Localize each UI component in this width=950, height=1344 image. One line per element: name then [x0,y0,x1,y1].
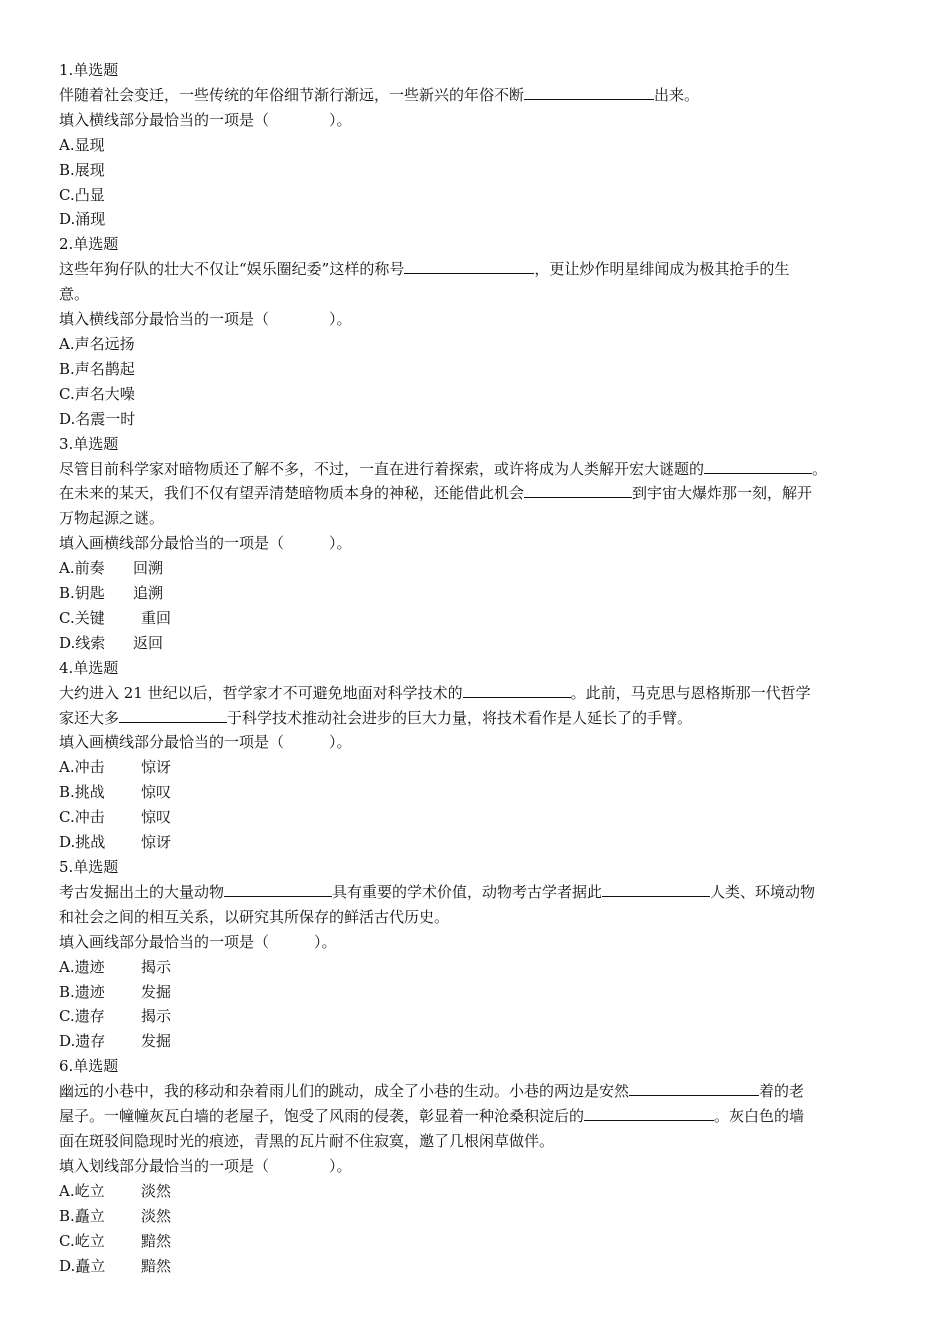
option-a: A.遗迹 揭示 [59,957,172,976]
question-prompt: 填入画横线部分最恰当的一项是（ ）。 [59,534,352,553]
question-stem: 大约进入 21 世纪以后，哲学家才不可避免地面对科学技术的 。此前，马克思与恩格斯那一代哲学 [59,681,890,706]
option-b: B.矗立 淡然 [59,1206,172,1225]
question-1 [59,58,890,232]
question-prompt: 填入画线部分最恰当的一项是（ ）。 [59,932,337,951]
answer-blank [584,1104,714,1121]
question-header: 4.单选题 [59,658,119,677]
option-c: C.凸显 [59,185,105,204]
option-a: A.屹立 淡然 [59,1181,172,1200]
answer-blank [119,706,227,723]
option-b: B.声名鹊起 [59,359,135,378]
option-d: D.涌现 [59,210,106,229]
option-a: A.显现 [59,135,105,154]
answer-blank [629,1079,759,1096]
question-prompt: 填入画横线部分最恰当的一项是（ ）。 [59,733,352,752]
question-stem: 这些年狗仔队的壮大不仅让“娱乐圈纪委”这样的称号 ，更让炒作明星绯闻成为极其抢手的生 [59,257,890,282]
option-a: A.前奏 回溯 [59,559,164,578]
question-header: 5.单选题 [59,858,119,876]
question-6 [59,1054,890,1278]
option-c: C.声名大噪 [59,384,135,403]
answer-blank [463,681,571,698]
question-stem: 考古发掘出土的大量动物 具有重要的学术价值，动物考古学者据此 人类、环境动物 [59,880,890,905]
option-c: C.遗存 揭示 [59,1007,172,1026]
option-a: A.声名远扬 [59,334,135,353]
question-stem-cont: 家还大多 于科学技术推动社会进步的巨大力量，将技术看作是人延长了的手臂。 [59,706,890,731]
question-header: 2.单选题 [59,235,119,254]
option-c: C.关键 重回 [59,608,172,627]
question-stem-cont: 意。 [59,285,90,304]
question-header: 1.单选题 [59,61,119,79]
question-5 [59,855,890,1054]
question-prompt: 填入划线部分最恰当的一项是（ ）。 [59,1156,352,1175]
question-stem: 幽远的小巷中，我的移动和杂着雨儿们的跳动，成全了小巷的生动。小巷的两边是安然 着的老 [59,1079,890,1104]
question-stem: 尽管目前科学家对暗物质还了解不多，不过，一直在进行着探索，或许将成为人类解开宏大谜题的 。 [59,457,890,482]
option-d: D.遗存 发掘 [59,1032,172,1051]
option-b: B.挑战 惊叹 [59,783,172,802]
answer-blank [224,880,332,897]
answer-blank [704,457,812,474]
question-2 [59,232,890,431]
question-stem: 伴随着社会变迁，一些传统的年俗细节渐行渐远，一些新兴的年俗不断 出来。 [59,83,890,108]
question-stem-cont: 在未来的某天，我们不仅有望弄清楚暗物质本身的神秘，还能借此机会 到宇宙大爆炸那一刻，解开 [59,481,890,506]
option-b: B.遗迹 发掘 [59,982,172,1001]
question-4 [59,656,890,855]
answer-blank [524,481,632,498]
question-stem-cont: 屋子。一幢幢灰瓦白墙的老屋子，饱受了风雨的侵袭，彰显着一种沧桑积淀后的 。灰白色的墙 [59,1104,890,1129]
option-d: D.名震一时 [59,409,136,428]
question-stem-cont: 和社会之间的相互关系，以研究其所保存的鲜活古代历史。 [59,907,450,926]
option-b: B.钥匙 追溯 [59,584,164,603]
answer-blank [524,83,654,100]
option-d: D.矗立 黯然 [59,1256,172,1275]
option-b: B.展现 [59,160,105,179]
answer-blank [404,257,534,274]
question-3 [59,432,890,656]
option-d: D.线索 返回 [59,633,164,652]
question-header: 6.单选题 [59,1057,119,1076]
option-c: C.冲击 惊叹 [59,808,172,827]
question-stem-cont: 万物起源之谜。 [59,509,165,528]
option-c: C.屹立 黯然 [59,1231,172,1250]
option-d: D.挑战 惊讶 [59,833,172,852]
question-header: 3.单选题 [59,434,119,453]
question-stem-cont: 面在斑驳间隐现时光的痕迹，青黑的瓦片耐不住寂寞，邀了几根闲草做伴。 [59,1131,555,1150]
answer-blank [602,880,710,897]
question-prompt: 填入横线部分最恰当的一项是（ ）。 [59,310,352,329]
option-a: A.冲击 惊讶 [59,758,172,777]
question-prompt: 填入横线部分最恰当的一项是（ ）。 [59,110,352,129]
